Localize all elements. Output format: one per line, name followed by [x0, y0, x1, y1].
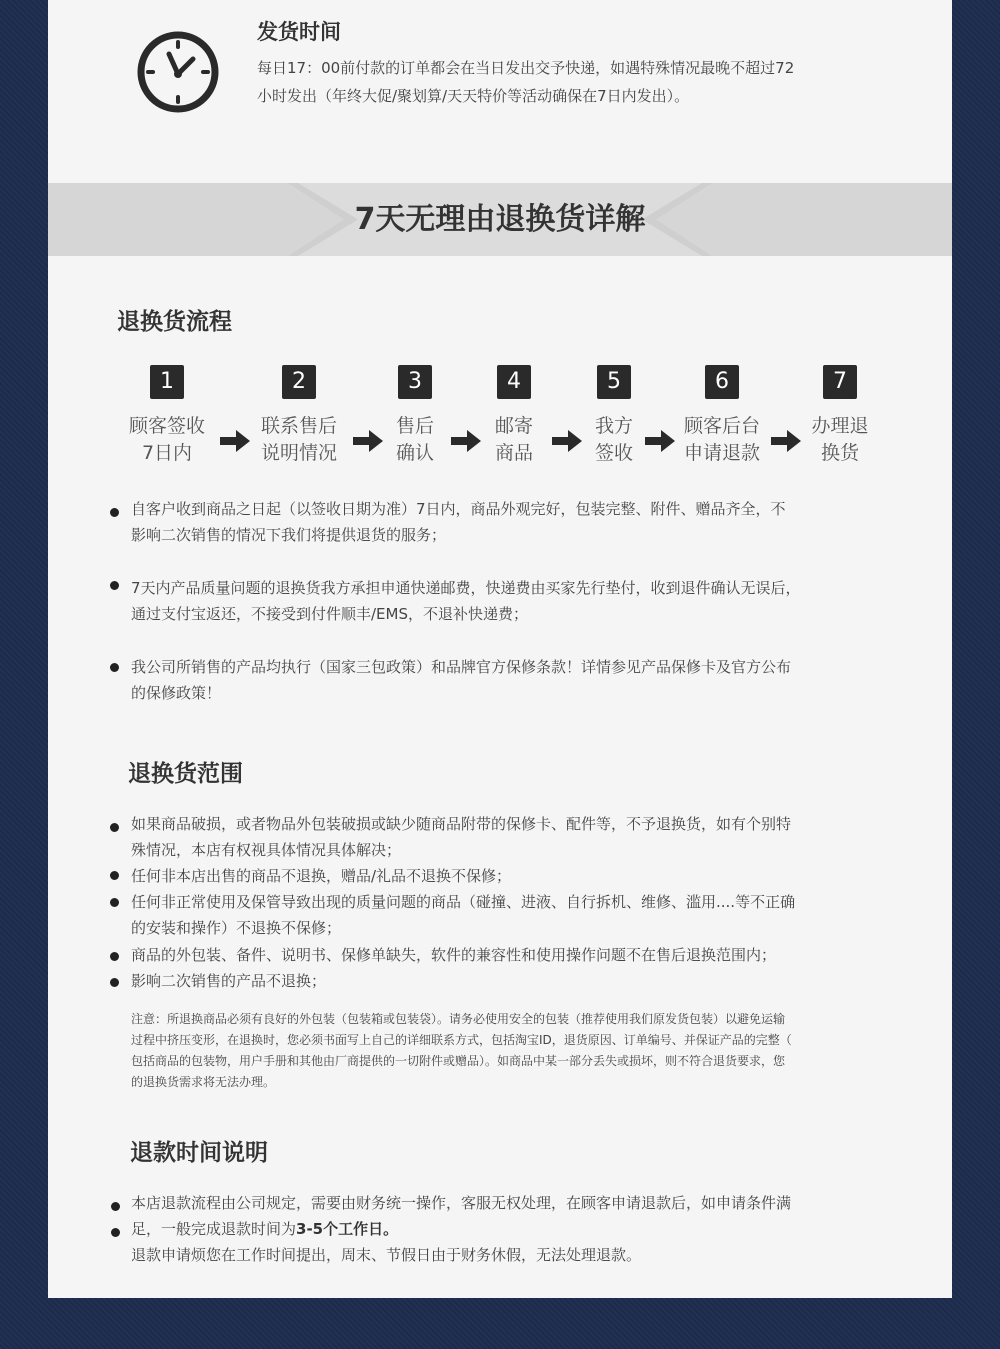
arrow-right-icon: [645, 430, 675, 452]
arrow-right-icon: [220, 430, 250, 452]
bullet-icon: [110, 952, 119, 961]
bullet-icon: [110, 581, 119, 590]
refund-description: [131, 1190, 901, 1268]
bullet-icon: [110, 871, 119, 880]
step-number: 1: [150, 365, 184, 399]
list-item: 影响二次销售的产品不退换；: [131, 968, 921, 994]
list-item: 任何非正常使用及保管导致出现的质量问题的商品（碰撞、进液、自行拆机、维修、滥用....等不正确 的安装和操作）不退换不保修；: [131, 889, 921, 941]
refund-line-1: 本店退款流程由公司规定，需要由财务统一操作，客服无权处理，在顾客申请退款后，如申请条件满: [131, 1194, 792, 1212]
clock-icon: [136, 30, 220, 114]
step-number: 2: [282, 365, 316, 399]
step-label: 顾客后台 申请退款: [683, 415, 760, 464]
scope-title: 退换货范围: [128, 761, 243, 787]
shipping-description: [257, 54, 897, 110]
refund-line-3: 退款申请烦您在工作时间提出，周末、节假日由于财务休假，无法处理退款。: [131, 1246, 642, 1264]
bullet-icon: [110, 978, 119, 987]
list-item: 7天内产品质量问题的退换货我方承担申通快递邮费，快递费由买家先行垫付，收到退件确认无误后， 通过支付宝返还，不接受到付件顺丰/EMS，不退补快递费；: [131, 575, 921, 627]
shipping-line-1: 每日17：00前付款的订单都会在当日发出交予快递，如遇特殊情况最晚不超过72: [257, 59, 795, 77]
step-7: [785, 365, 895, 467]
step-label: 顾客签收 7日内: [128, 415, 205, 464]
step-label: 联系售后 说明情况: [260, 415, 337, 464]
step-2: [244, 365, 354, 467]
shipping-line-2: 小时发出（年终大促/聚划算/天天特价等活动确保在7日内发出）。: [257, 87, 690, 105]
refund-title: 退款时间说明: [130, 1140, 268, 1166]
step-number: 5: [597, 365, 631, 399]
list-item: 自客户收到商品之日起（以签收日期为准）7日内，商品外观完好，包装完整、附件、赠品齐全，不 影响二次销售的情况下我们将提供退货的服务；: [131, 496, 921, 548]
process-title: 退换货流程: [117, 309, 232, 335]
bullet-icon: [110, 823, 119, 832]
packaging-note: 注意：所退换商品必须有良好的外包装（包装箱或包装袋）。请务必使用安全的包装（推荐使用我们原发货包装）以避免运输 过程中挤压变形，在退换时，您必须书面写上自己的详细联系方式，包括淘宝ID，退货原因、订单编号、并保证产品的完整（ 包括商品的包装物，用户手册和其他由厂商提供的一切附件或赠品）。如商品中某一部分丢失或损坏，则不符合退货要求，您 的退换货需求将无法办理。: [131, 1012, 792, 1089]
step-number: 3: [398, 365, 432, 399]
arrow-right-icon: [771, 430, 801, 452]
arrow-right-icon: [451, 430, 481, 452]
list-item: 如果商品破损，或者物品外包装破损或缺少随商品附带的保修卡、配件等，不予退换货，如有个别特 殊情况，本店有权视具体情况具体解决；: [131, 811, 921, 863]
step-number: 7: [823, 365, 857, 399]
arrow-right-icon: [353, 430, 383, 452]
list-item: 商品的外包装、备件、说明书、保修单缺失，软件的兼容性和使用操作问题不在售后退换范围内；: [131, 942, 921, 968]
step-1: [112, 365, 222, 467]
process-steps: [48, 365, 952, 475]
refund-line-2: 足，一般完成退款时间为3-5个工作日。: [131, 1220, 399, 1238]
step-label: 邮寄 商品: [494, 415, 533, 464]
list-item: 任何非本店出售的商品不退换，赠品/礼品不退换不保修；: [131, 863, 921, 889]
banner-title: 7天无理由退换货详解: [354, 202, 646, 237]
step-label: 售后 确认: [395, 415, 434, 464]
shipping-title: 发货时间: [257, 20, 341, 44]
step-label: 办理退 换货: [811, 415, 869, 464]
bullet-icon: [111, 1202, 120, 1211]
bullet-icon: [110, 898, 119, 907]
step-number: 4: [497, 365, 531, 399]
step-label: 我方 签收: [594, 415, 633, 464]
bullet-icon: [110, 508, 119, 517]
bullet-icon: [111, 1228, 120, 1237]
arrow-right-icon: [552, 430, 582, 452]
step-6: [667, 365, 777, 467]
list-item: 我公司所销售的产品均执行（国家三包政策）和品牌官方保修条款！详情参见产品保修卡及官方公布 的保修政策！: [131, 654, 921, 706]
section-banner: [48, 183, 952, 256]
policy-card: [48, 0, 952, 1298]
bullet-icon: [110, 663, 119, 672]
step-number: 6: [705, 365, 739, 399]
